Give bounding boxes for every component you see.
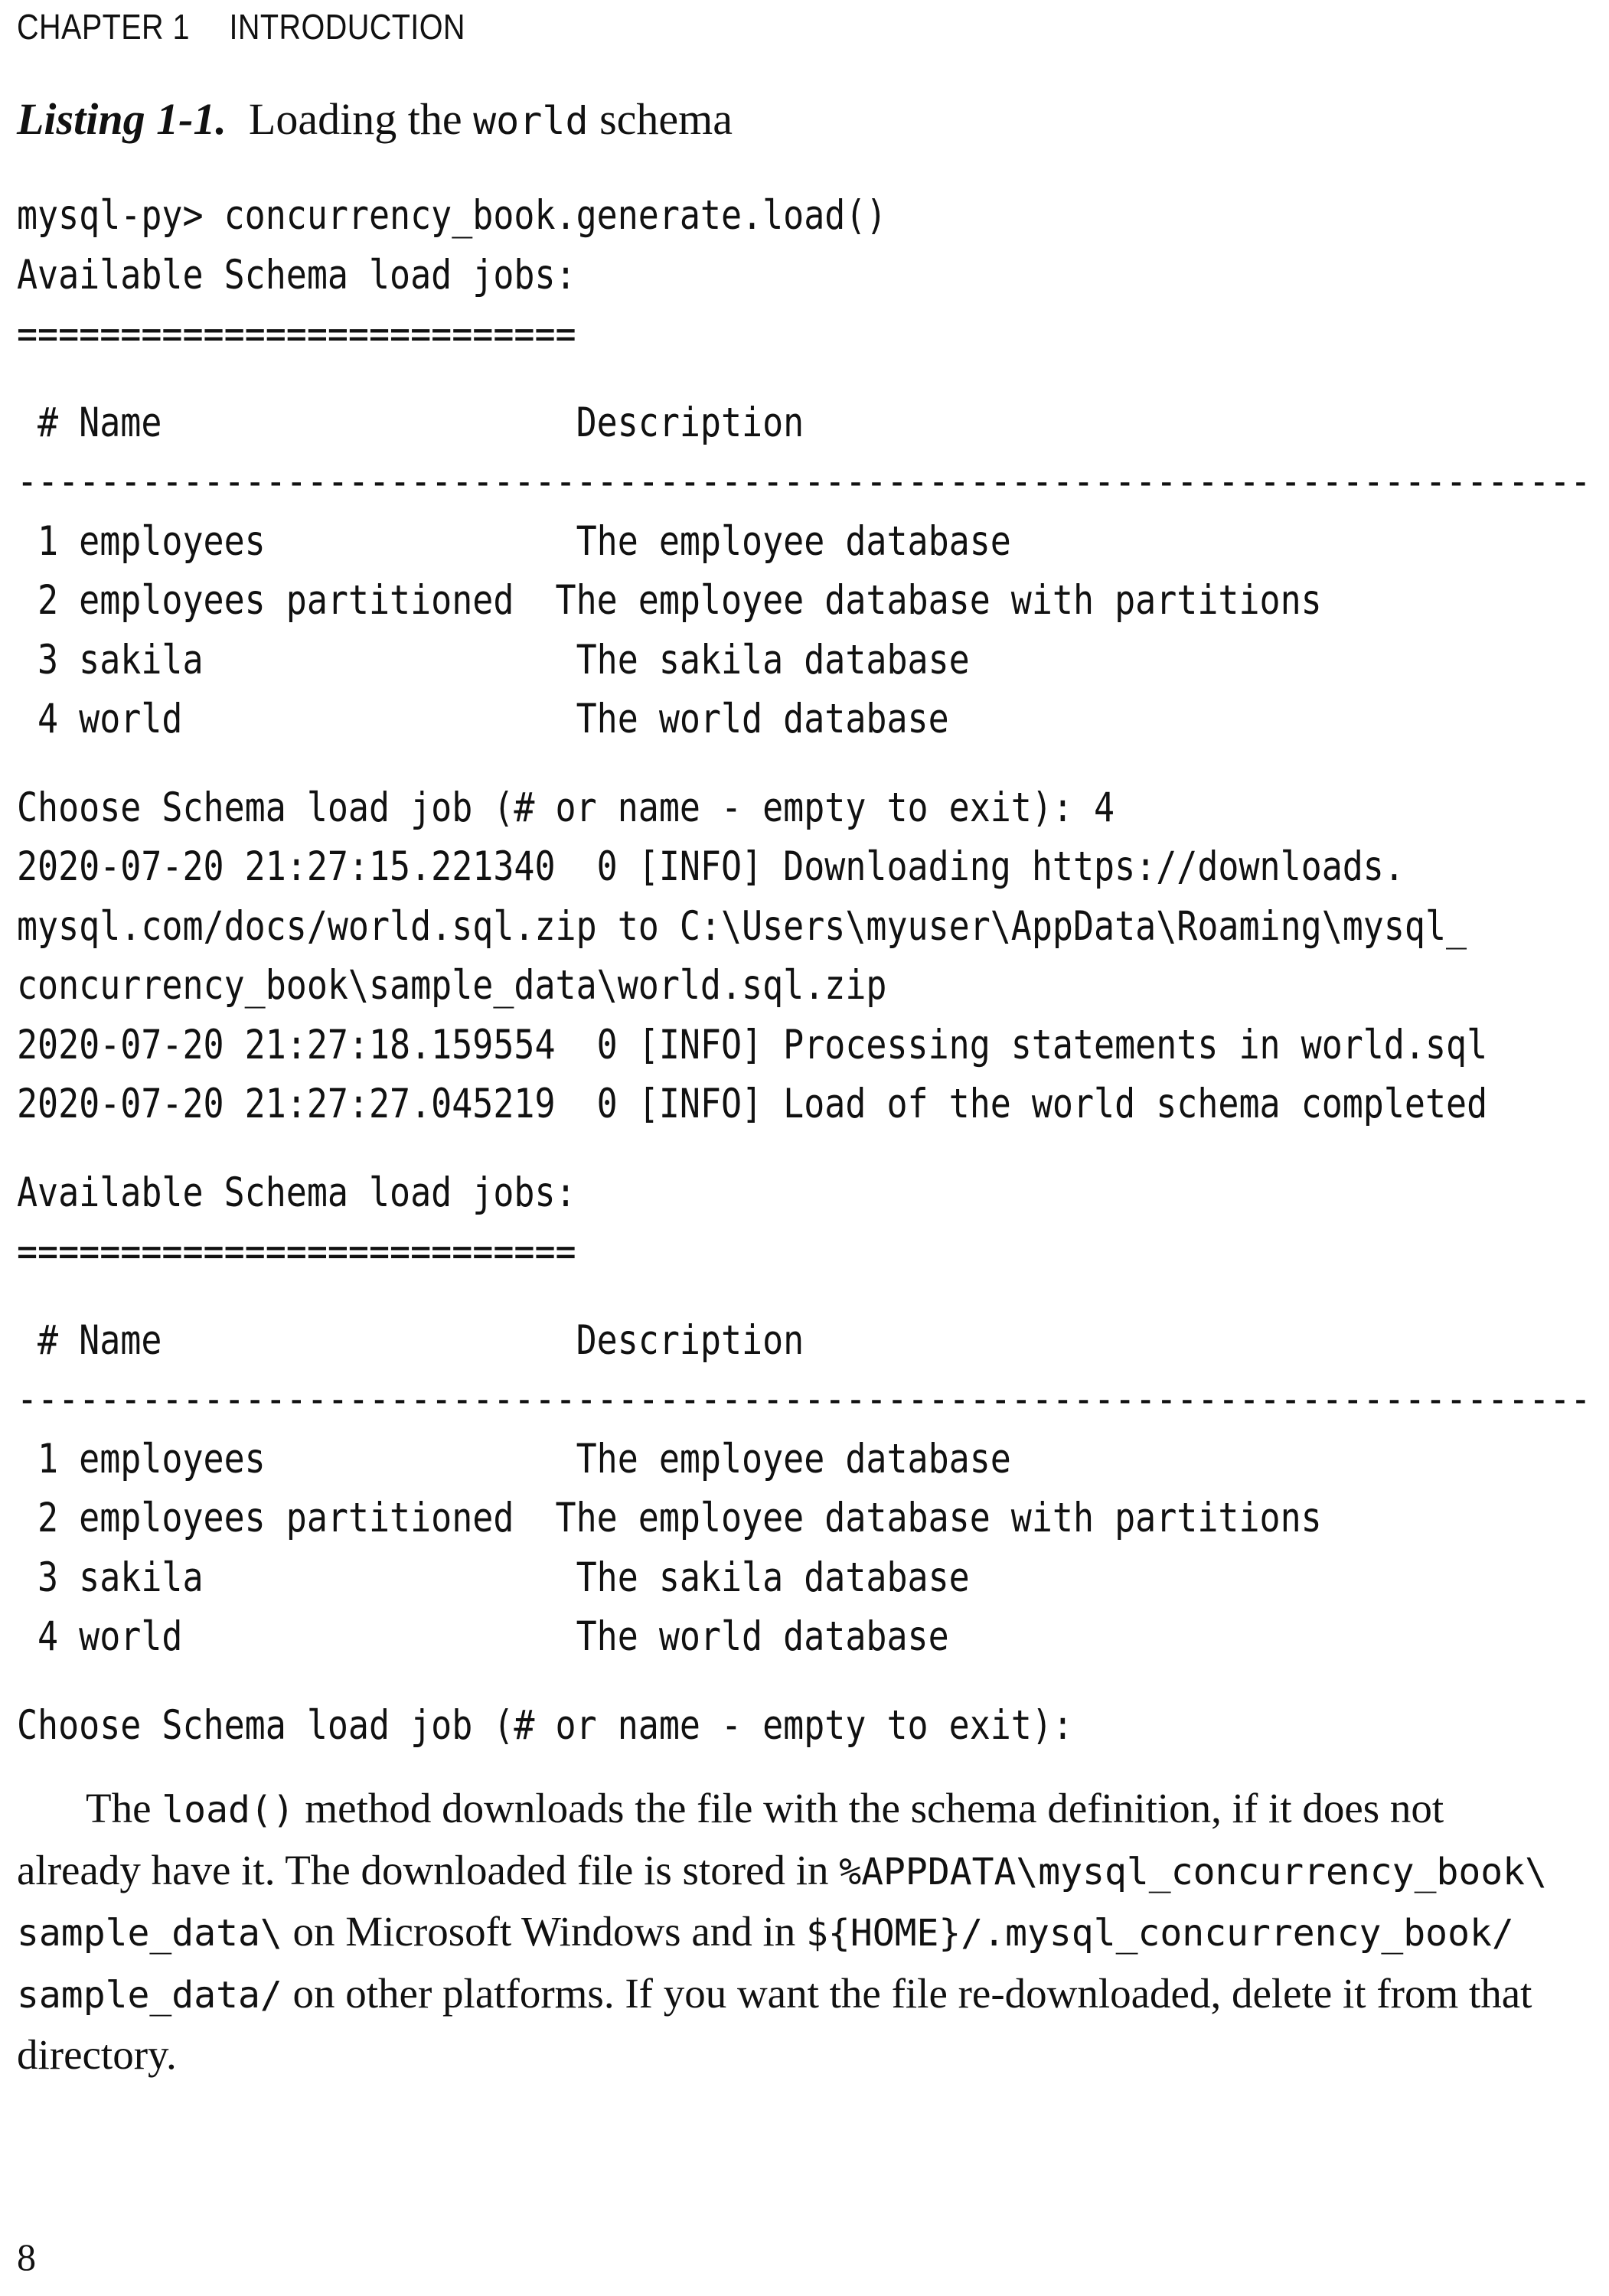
code-line: # Name Description: [17, 399, 804, 446]
text-run: already have it. The downloaded file is stored in: [17, 1846, 840, 1893]
code-line: 3 sakila The sakila database: [17, 1554, 970, 1601]
body-paragraph: [17, 1779, 1581, 2085]
text-run: directory.: [17, 2031, 177, 2078]
page-number: 8: [17, 2236, 36, 2278]
code-line: 3 sakila The sakila database: [17, 636, 970, 683]
code-line: 2 employees partitioned The employee database with partitions: [17, 1495, 1322, 1541]
code-line: 2 employees partitioned The employee database with partitions: [17, 577, 1322, 624]
code-line: 2020-07-20 21:27:18.159554 0 [INFO] Processing statements in world.sql: [17, 1021, 1488, 1068]
inline-code: sample_data\: [17, 1912, 282, 1955]
code-line: Choose Schema load job (# or name - empty to exit):: [17, 1701, 1073, 1749]
code-line: 2020-07-20 21:27:27.045219 0 [INFO] Load of the world schema completed: [17, 1081, 1488, 1127]
text-run: method downloads the file with the schema definition, if it does not: [294, 1785, 1444, 1831]
paragraph-line: [17, 2025, 1581, 2085]
listing-title-code: world: [473, 99, 589, 143]
running-head: [17, 6, 465, 47]
inline-code: ${HOME}/.mysql_concurrency_book/: [806, 1912, 1514, 1955]
code-line: ----------------------------------------------------------------------------: [17, 458, 1591, 505]
code-blank-line: [17, 749, 1591, 778]
listing-title-before: Loading the: [248, 94, 474, 144]
inline-code: sample_data/: [17, 1973, 282, 2017]
code-line: ----------------------------------------------------------------------------: [17, 1376, 1591, 1423]
inline-code: %APPDATA\mysql_concurrency_book\: [839, 1850, 1547, 1893]
text-run: on other platforms. If you want the file re-downloaded, delete it from that: [282, 1969, 1532, 2017]
code-blank-line: [17, 1134, 1591, 1163]
code-line: Available Schema load jobs:: [17, 251, 576, 298]
listing-title-after: schema: [588, 94, 733, 144]
code-line: 1 employees The employee database: [17, 517, 1011, 565]
chapter-title: INTRODUCTION: [229, 7, 465, 47]
chapter-label: CHAPTER 1: [17, 7, 190, 47]
code-line: 4 world The world database: [17, 696, 949, 742]
code-line: mysql-py> concurrency_book.generate.load(): [17, 192, 887, 239]
code-line: ===========================: [17, 1228, 576, 1275]
code-line: 2020-07-20 21:27:15.221340 0 [INFO] Downloading https://downloads.: [17, 843, 1405, 890]
code-line: 1 employees The employee database: [17, 1435, 1011, 1482]
inline-code: load(): [162, 1789, 295, 1831]
listing-label: Listing 1-1.: [17, 94, 227, 144]
code-line: mysql.com/docs/world.sql.zip to C:\Users\myuser\AppData\Roaming\mysql_: [17, 902, 1467, 950]
code-listing: [17, 186, 1591, 1755]
paragraph-line: [17, 1779, 1581, 1841]
code-blank-line: [17, 1282, 1591, 1311]
code-line: Available Schema load jobs:: [17, 1169, 576, 1216]
code-line: # Name Description: [17, 1316, 804, 1364]
code-line: Choose Schema load job (# or name - empty to exit): 4: [17, 784, 1115, 831]
text-run: The: [86, 1785, 162, 1831]
code-blank-line: [17, 364, 1591, 393]
code-line: 4 world The world database: [17, 1613, 949, 1660]
code-blank-line: [17, 1667, 1591, 1696]
listing-caption: [17, 93, 733, 145]
paragraph-line: [17, 1841, 1581, 1903]
code-line: concurrency_book\sample_data\world.sql.zip: [17, 962, 887, 1009]
text-run: on Microsoft Windows and in: [282, 1908, 807, 1955]
paragraph-line: [17, 1902, 1581, 1964]
code-line: ===========================: [17, 311, 576, 357]
paragraph-line: [17, 1964, 1581, 2026]
